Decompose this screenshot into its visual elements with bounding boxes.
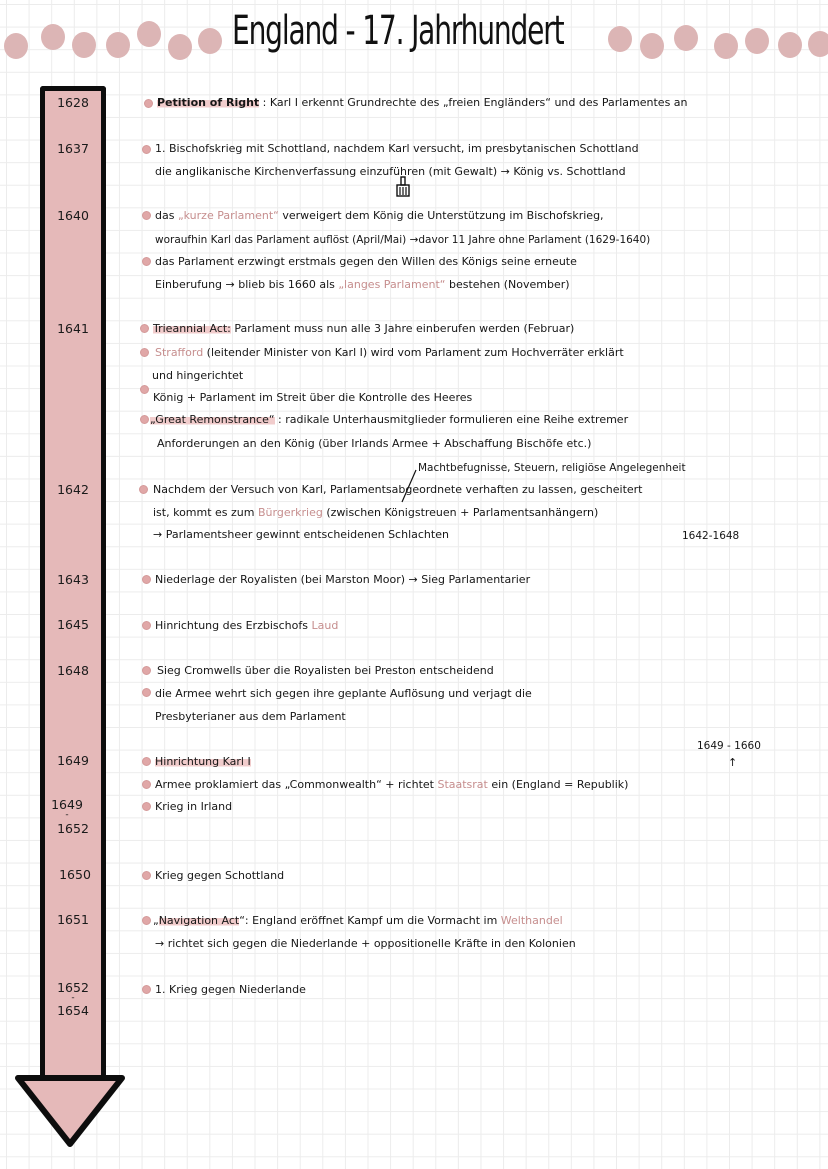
entry-text: Armee proklamiert das „Commonwealth“ + richtet xyxy=(155,778,438,791)
separator: : xyxy=(259,96,270,109)
bullet-icon xyxy=(140,385,149,394)
bullet-icon xyxy=(139,485,148,494)
entry-1649-a xyxy=(155,754,251,770)
year-label: 1645 xyxy=(57,617,89,632)
year-label: 1643 xyxy=(57,572,89,587)
entry-1641-b-line1 xyxy=(155,345,624,361)
pink-term: Welthandel xyxy=(500,914,563,927)
entry-text: Einberufung → blieb bis 1660 als xyxy=(155,278,339,291)
entry-1637-line1: 1. Bischofskrieg mit Schottland, nachdem Karl versucht, im presbytanischen Schottland xyxy=(155,142,639,155)
decorative-dot xyxy=(198,28,222,54)
year-label: 1642 xyxy=(57,482,89,497)
decorative-dot xyxy=(168,34,192,60)
timeline-bar xyxy=(40,86,106,1091)
entry-1652-1654: 1. Krieg gegen Niederlande xyxy=(155,983,306,996)
highlight-term: Petition of Right xyxy=(157,96,260,109)
entry-text: Parlament muss nun alle 3 Jahre einberufen werden (Februar) xyxy=(230,322,575,335)
entry-text: Hinrichtung des Erzbischofs xyxy=(155,619,312,632)
year-label: 1628 xyxy=(57,95,89,110)
bullet-icon xyxy=(140,415,149,424)
decorative-dot xyxy=(41,24,65,50)
bullet-icon xyxy=(142,145,151,154)
entry-1642-dates: 1642-1648 xyxy=(682,530,740,542)
arrow-up-icon: ↑ xyxy=(728,756,738,769)
bullet-icon xyxy=(140,324,149,333)
bullet-icon xyxy=(144,99,153,108)
pink-term: Laud xyxy=(311,619,339,632)
entry-1648-a: Sieg Cromwells über die Royalisten bei Preston entscheidend xyxy=(157,664,494,677)
bullet-icon xyxy=(142,575,151,584)
entry-1642-line1: Nachdem der Versuch von Karl, Parlamentsabgeordnete verhaften zu lassen, gescheitert xyxy=(153,483,643,496)
year-label: 1651 xyxy=(57,912,89,927)
highlight-term: Hinrichtung Karl I xyxy=(155,755,251,768)
entry-1649-range-note: 1649 - 1660 xyxy=(697,740,761,752)
entry-1651-line1 xyxy=(153,913,563,929)
entry-1641-d-line2: Anforderungen an den König (über Irlands Armee + Abschaffung Bischöfe etc.) xyxy=(157,437,592,450)
pink-term: Strafford xyxy=(155,346,204,359)
decorative-dot xyxy=(72,32,96,58)
year-label: 1637 xyxy=(57,141,89,156)
decorative-dot xyxy=(640,33,664,59)
entry-1645 xyxy=(155,618,338,634)
year-label: 1649 xyxy=(57,753,89,768)
entry-1642-annotation: Machtbefugnisse, Steuern, religiöse Angelegenheit xyxy=(418,462,686,474)
entry-text: verweigert dem König die Unterstützung im Bischofskrieg, xyxy=(278,209,604,222)
entry-1640-b-line1: das Parlament erzwingt erstmals gegen den Willen des Königs seine erneute xyxy=(155,255,577,268)
entry-1651-line2: → richtet sich gegen die Niederlande + oppositionelle Kräfte in den Kolonien xyxy=(155,937,576,950)
year-label-dash: - xyxy=(65,810,69,820)
entry-1641-a xyxy=(153,321,574,337)
year-label-dash: - xyxy=(71,993,75,1003)
decorative-dot xyxy=(714,33,738,59)
decorative-dot xyxy=(808,31,828,57)
highlight-term: Navigation Act xyxy=(158,914,240,927)
bullet-icon xyxy=(142,621,151,630)
entry-text: (leitender Minister von Karl I) wird vom Parlament zum Hochverräter erklärt xyxy=(203,346,624,359)
entry-1648-b-line1: die Armee wehrt sich gegen ihre geplante Auflösung und verjagt die xyxy=(155,687,532,700)
entry-1641-d-line1 xyxy=(150,412,628,428)
entry-1628 xyxy=(157,95,688,111)
arrow-down-icon xyxy=(14,1074,126,1150)
pink-term: „kurze Parlament“ xyxy=(177,209,279,222)
entry-text: “: England eröffnet Kampf um die Vormacht im xyxy=(239,914,501,927)
year-label: 1650 xyxy=(59,867,91,882)
entry-1642-line2 xyxy=(153,505,598,521)
entry-1649-b xyxy=(155,777,628,793)
entry-1649-1652: Krieg in Irland xyxy=(155,800,233,813)
entry-1640-a-line2: woraufhin Karl das Parlament auflöst (April/Mai) →davor 11 Jahre ohne Parlament (1629-1640) xyxy=(155,234,651,246)
decorative-dot xyxy=(778,32,802,58)
bullet-icon xyxy=(142,688,151,697)
decorative-dot xyxy=(4,33,28,59)
year-label: 1654 xyxy=(57,1003,89,1018)
decorative-dot xyxy=(608,26,632,52)
entry-1643: Niederlage der Royalisten (bei Marston Moor) → Sieg Parlamentarier xyxy=(155,573,531,586)
entry-1648-b-line2: Presbyterianer aus dem Parlament xyxy=(155,710,346,723)
highlight-term: Trieannial Act: xyxy=(153,322,231,335)
bullet-icon xyxy=(142,757,151,766)
entry-1642-line3: → Parlamentsheer gewinnt entscheidenen Schlachten xyxy=(153,528,449,541)
bullet-icon xyxy=(142,916,151,925)
decorative-dot xyxy=(137,21,161,47)
bullet-icon xyxy=(142,211,151,220)
entry-text: : radikale Unterhausmitglieder formulieren eine Reihe extremer xyxy=(274,413,629,426)
entry-1641-b-line2: und hingerichtet xyxy=(152,369,244,382)
bullet-icon xyxy=(142,802,151,811)
bullet-icon xyxy=(142,985,151,994)
entry-1637-line2: die anglikanische Kirchenverfassung einzuführen (mit Gewalt) → König vs. Schottland xyxy=(155,165,626,178)
bullet-icon xyxy=(142,871,151,880)
bullet-icon xyxy=(142,257,151,266)
decorative-dot xyxy=(106,32,130,58)
bullet-icon xyxy=(142,780,151,789)
entry-1640-a-line1 xyxy=(155,208,604,224)
pink-term: Staatsrat xyxy=(437,778,488,791)
entry-text: ist, kommt es zum xyxy=(153,506,258,519)
title-band xyxy=(0,0,828,80)
entry-text: ein (England = Republik) xyxy=(487,778,629,791)
year-label: 1648 xyxy=(57,663,89,678)
pen-icon xyxy=(394,176,412,198)
highlight-term: „Great Remonstrance“ xyxy=(150,413,275,426)
entry-text: Karl I erkennt Grundrechte des „freien Engländers“ und des Parlamentes an xyxy=(269,96,688,109)
entry-1640-b-line2 xyxy=(155,277,570,293)
decorative-dot xyxy=(674,25,698,51)
bullet-icon xyxy=(142,666,151,675)
year-label: 1649 xyxy=(51,797,83,812)
page-title: England - 17. Jahrhundert xyxy=(232,8,564,54)
year-label: 1641 xyxy=(57,321,89,336)
year-label: 1640 xyxy=(57,208,89,223)
bullet-icon xyxy=(140,348,149,357)
decorative-dot xyxy=(745,28,769,54)
entry-1641-c: König + Parlament im Streit über die Kontrolle des Heeres xyxy=(153,391,473,404)
entry-text: (zwischen Königstreuen + Parlamentsanhängern) xyxy=(322,506,599,519)
entry-text: bestehen (November) xyxy=(445,278,570,291)
year-label: 1652 xyxy=(57,980,89,995)
entry-1650: Krieg gegen Schottland xyxy=(155,869,285,882)
pink-term: „langes Parlament“ xyxy=(338,278,446,291)
quote-mark: „ xyxy=(153,914,159,927)
entry-text: das xyxy=(155,209,178,222)
year-label: 1652 xyxy=(57,821,89,836)
pink-term: Bürgerkrieg xyxy=(258,506,323,519)
